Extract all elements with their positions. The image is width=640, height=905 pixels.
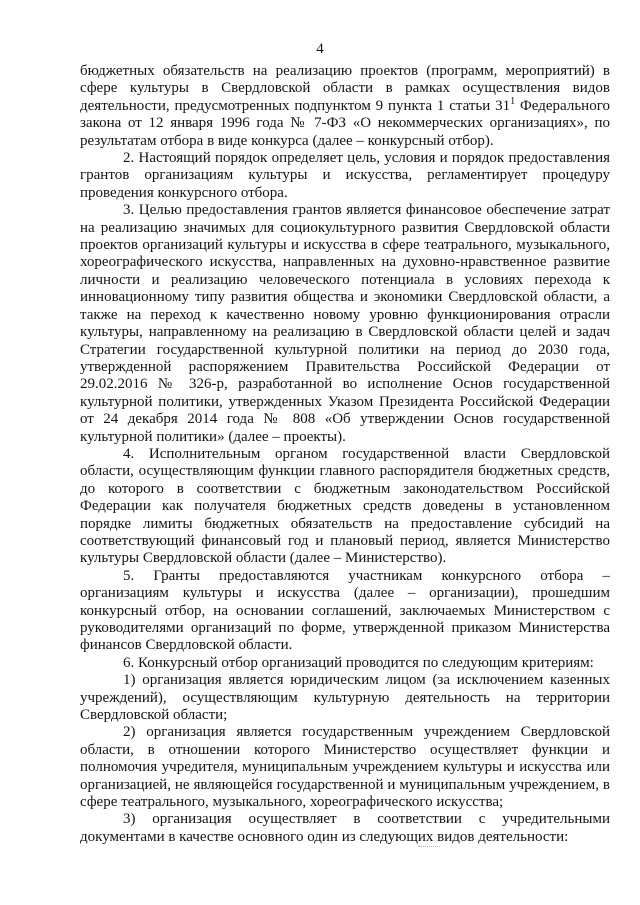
paragraph-3	[80, 202, 610, 446]
paragraph-4	[80, 446, 610, 568]
paragraph-8	[80, 724, 610, 811]
page-number: 4	[316, 41, 324, 57]
paragraph-text: 2. Настоящий порядок определяет цель, условия и порядок предоставления грантов организациям культуры и искусства, регламентирует процедуру проведения конкурсного отбора.	[80, 150, 610, 201]
paragraph-text: 3. Целью предоставления грантов является финансовое обеспечение затрат на реализацию значимых для социокультурного развития Свердловской области проектов организаций культуры и искусства в сфере театрального, музыкального, хореографического искусства, направленных на духовно-нравственное развитие личности и реализацию человеческого потенциала в условиях перехода к инновационному типу развития общества и экономики Свердловской области, а также на переход к качественно новому уровню функционирования отрасли культуры, направленному на реализацию в Свердловской области целей и задач Стратегии государственной культурной политики на период до 2030 года, утвержденной распоряжением Правительства Российской Федерации от 29.02.2016 № 326-р, разработанной во исполнение Основ государственной культурной политики, утвержденных Указом Президента Российской Федерации от 24 декабря 2014 года № 808 «Об утверждении Основ государственной культурной политики» (далее – проекты).	[80, 202, 610, 445]
paragraph-text: 1) организация является юридическим лицом (за исключением казенных учреждений), осуществляющим культурную деятельность на территории Свердловской области;	[80, 672, 610, 724]
paragraph-text: 6. Конкурсный отбор организаций проводится по следующим критериям:	[123, 654, 594, 671]
paragraph-text: Федерального закона от 12 января 1996 года № 7-ФЗ «О некоммерческих организациях», по результатам отбора в виде конкурса (далее – конкурсный отбор).	[80, 97, 610, 149]
document-body	[80, 63, 610, 846]
scan-mark	[418, 846, 440, 847]
paragraph-text: 2) организация является государственным учреждением Свердловской области, в отношении которого Министерство осуществляет функции и полномочия учредителя, муниципальным учреждением культуры и искусства или организацией, не являющейся государственной и муниципальным учреждением, в сфере театрального, музыкального, хореографического искусства;	[80, 724, 610, 811]
footnote-superscript: 1	[510, 95, 516, 107]
paragraph-text: 4. Исполнительным органом государственной власти Свердловской области, осуществляющим функции главного распорядителя бюджетных средств, до которого в соответствии с бюджетным законодательством Российской Федерации как получателя бюджетных средств доведены в установленном порядке лимиты бюджетных обязательств на предоставление субсидий на соответствующий финансовый год и плановый период, является Министерство культуры Свердловской области (далее – Министерство).	[80, 445, 610, 567]
paragraph-5	[80, 568, 610, 655]
paragraph-2	[80, 150, 610, 202]
paragraph-text: 5. Гранты предоставляются участникам конкурсного отбора – организациям культуры и искусства (далее – организации), прошедшим конкурсный отбор, на основании соглашений, заключаемых Министерством с руководителями организаций по форме, утвержденной приказом Министерства финансов Свердловской области.	[80, 567, 610, 654]
paragraph-1	[80, 63, 610, 150]
paragraph-text: бюджетных обязательств на реализацию проектов (программ, мероприятий) в сфере культуры в Свердловской области в рамках осуществления видов деятельности, предусмотренных подпунктом 9 пункта 1 статьи 31	[80, 63, 610, 114]
paragraph-7	[80, 672, 610, 724]
paragraph-9	[80, 811, 610, 846]
paragraph-text: 3) организация осуществляет в соответствии с учредительными документами в качестве основного один из следующих видов деятельности:	[80, 811, 610, 845]
paragraph-6	[80, 655, 610, 672]
